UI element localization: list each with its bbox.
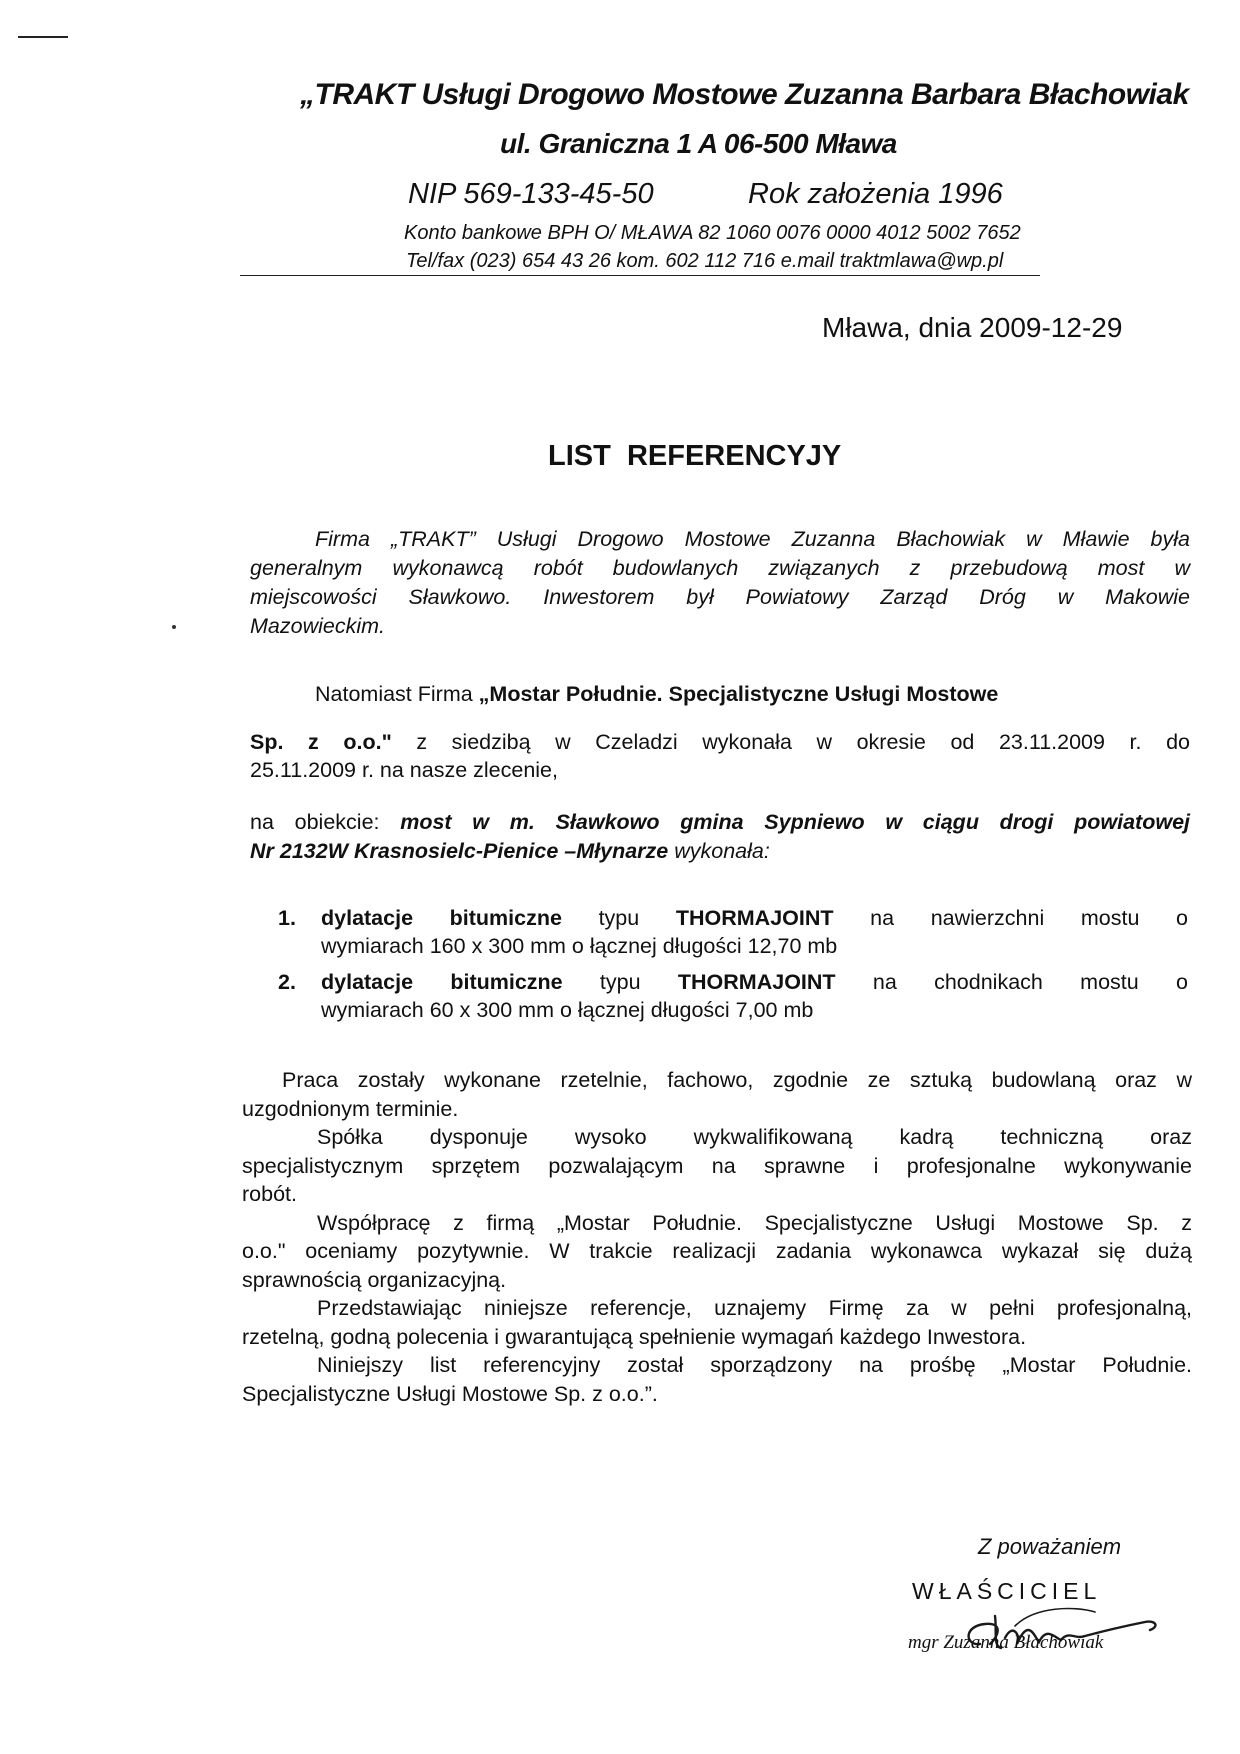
- intro-line: generalnym wykonawcą robót budowlanych związanych z przebudową most w: [250, 556, 1190, 580]
- list-body: [321, 968, 1188, 1024]
- paragraph-line: Specjalistyczne Usługi Mostowe Sp. z o.o.”.: [242, 1381, 658, 1406]
- contractor-details: z siedzibą w Czeladzi wykonała w okresie od 23.11.2009 r. do: [391, 730, 1190, 754]
- body-paragraphs: [242, 1066, 1192, 1408]
- contractor-name: „Mostar Południe. Specjalistyczne Usługi Mostowe: [478, 682, 999, 706]
- work-type: dylatacje bitumiczne: [321, 906, 562, 930]
- page-title: LIST REFERENCYJY: [548, 440, 842, 472]
- closing-regards: Z poważaniem: [978, 1534, 1122, 1559]
- paragraph: [242, 1209, 1192, 1295]
- signature-image: [935, 1586, 1195, 1666]
- work-text: typu: [561, 906, 676, 930]
- object-line-2: [250, 837, 1190, 866]
- date-line: Mława, dnia 2009-12-29: [822, 312, 1123, 343]
- paragraph: [242, 1351, 1192, 1408]
- work-type: dylatacje bitumiczne: [321, 970, 563, 994]
- work-text: na nawierzchni mostu o: [833, 906, 1188, 930]
- paragraph-line: Spółka dysponuje wysoko wykwalifikowaną kadrą techniczną oraz: [317, 1125, 1192, 1149]
- work-product: THORMAJOINT: [677, 970, 836, 994]
- list-number: 1.: [278, 906, 296, 930]
- paragraph-line: Przedstawiając niniejsze referencje, uznajemy Firmę za w pełni profesjonalną,: [317, 1296, 1192, 1320]
- paragraph-line: Współpracę z firmą „Mostar Południe. Specjalistyczne Usługi Mostowe Sp. z: [317, 1210, 1192, 1235]
- paragraph: [242, 1123, 1192, 1209]
- work-dimensions: wymiarach 60 x 300 mm o łącznej długości 7,00 mb: [321, 998, 814, 1022]
- intro-line: miejscowości Sławkowo. Inwestorem był Powiatowy Zarząd Dróg w Makowie: [250, 585, 1190, 609]
- contractor-name-suffix: Sp. z o.o.": [250, 730, 392, 754]
- list-body: [321, 904, 1188, 960]
- paragraph-line: Niniejszy list referencyjny został sporządzony na prośbę „Mostar Południe.: [317, 1353, 1192, 1377]
- paragraph-line: sprawnością organizacyjną.: [242, 1267, 507, 1292]
- work-text: na chodnikach mostu o: [835, 970, 1188, 994]
- paragraph-line: rzetelną, godną polecenia i gwarantującą spełnienie wymagań każdego Inwestora.: [242, 1324, 1027, 1349]
- stamp-title: WŁAŚCICIEL: [912, 1578, 1102, 1604]
- letterhead-founded: Rok założenia 1996: [748, 178, 1003, 210]
- intro-line: Mazowieckim.: [250, 614, 385, 638]
- list-number: 2.: [278, 970, 296, 994]
- list-item: [278, 904, 1188, 964]
- object-line-1: [250, 808, 1190, 837]
- letterhead-contact: Tel/fax (023) 654 43 26 kom. 602 112 716 e.mail traktmlawa@wp.pl: [406, 250, 1004, 272]
- work-product: THORMAJOINT: [675, 906, 834, 930]
- intro-line: Firma „TRAKT” Usługi Drogowo Mostowe Zuzanna Błachowiak w Mławie była: [315, 527, 1190, 551]
- contractor-prefix: Natomiast Firma: [315, 682, 479, 706]
- contractor-line-2: [250, 728, 1190, 756]
- object-suffix: wykonała:: [668, 839, 770, 863]
- object-prefix: na obiekcie:: [250, 810, 401, 834]
- contractor-line-3: 25.11.2009 r. na nasze zlecenie,: [250, 758, 558, 782]
- letterhead-address: ul. Graniczna 1 A 06-500 Mława: [500, 128, 897, 159]
- letterhead-company: „TRAKT Usługi Drogowo Mostowe Zuzanna Barbara Błachowiak: [300, 78, 1189, 111]
- object-description: most w m. Sławkowo gmina Sypniewo w ciągu drogi powiatowej: [400, 810, 1190, 834]
- paragraph-line: Praca zostały wykonane rzetelnie, fachowo, zgodnie ze sztuką budowlaną oraz w: [282, 1068, 1192, 1092]
- list-item: [278, 968, 1188, 1028]
- intro-paragraph: [250, 525, 1190, 641]
- object-paragraph: [250, 808, 1190, 866]
- contractor-paragraph: [250, 680, 1190, 784]
- paragraph-line: specjalistycznym sprzętem pozwalającym na sprawne i profesjonalne wykonywanie: [242, 1153, 1192, 1178]
- scan-dot: [172, 625, 176, 629]
- object-road: Nr 2132W Krasnosielc-Pienice –Młynarze: [250, 839, 669, 863]
- scan-mark: [18, 36, 68, 38]
- contractor-line-1: [250, 680, 1190, 708]
- letterhead-bank: Konto bankowe BPH O/ MŁAWA 82 1060 0076 0000 4012 5002 7652: [404, 222, 1021, 244]
- paragraph: [242, 1066, 1192, 1123]
- stamp-name: mgr Zuzanna Błachowiak: [908, 1632, 1104, 1653]
- letterhead-nip: NIP 569-133-45-50: [408, 178, 654, 210]
- work-dimensions: wymiarach 160 x 300 mm o łącznej długości 12,70 mb: [321, 934, 838, 958]
- paragraph-line: uzgodnionym terminie.: [242, 1096, 459, 1121]
- paragraph: [242, 1294, 1192, 1351]
- letterhead-divider: [240, 275, 1040, 276]
- work-text: typu: [562, 970, 678, 994]
- paragraph-line: o.o." oceniamy pozytywnie. W trakcie realizacji zadania wykonawca wykazał się dużą: [242, 1239, 1192, 1263]
- paragraph-line: robót.: [242, 1182, 297, 1206]
